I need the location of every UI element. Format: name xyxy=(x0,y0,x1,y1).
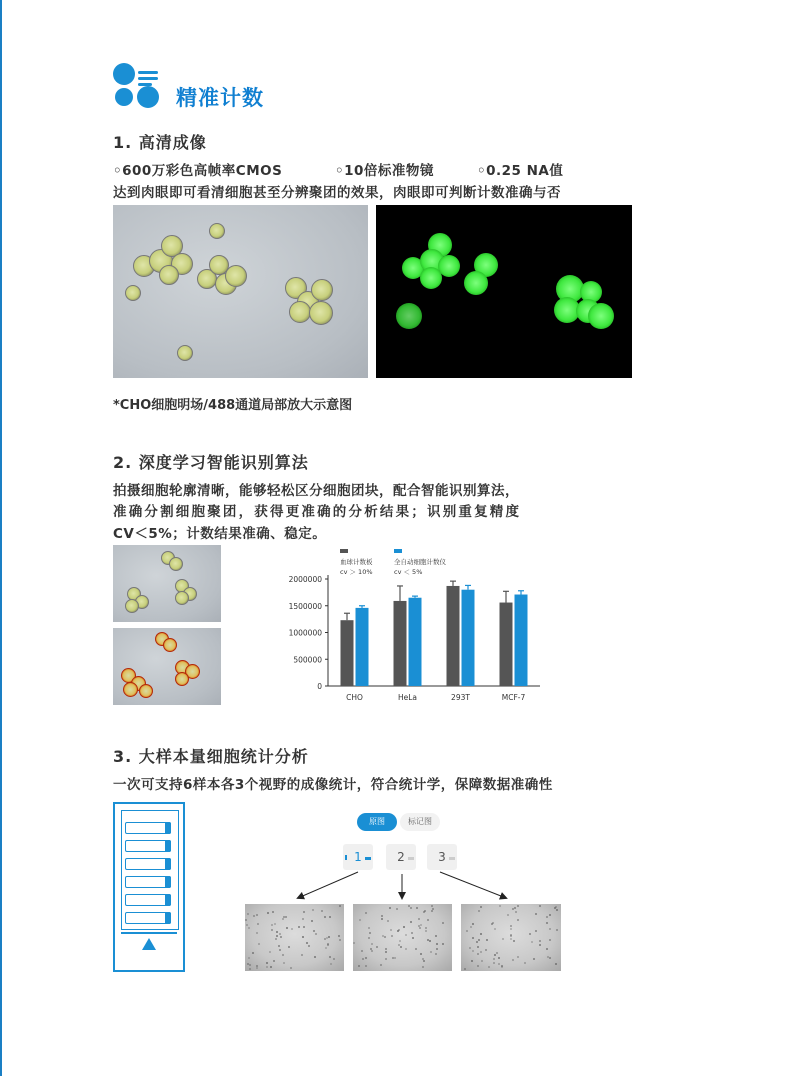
cell-dot xyxy=(256,965,258,967)
cell-dot xyxy=(271,929,273,931)
field-button-2[interactable] xyxy=(386,844,416,870)
y-tick-label: 500000 xyxy=(293,655,322,665)
cell-dot xyxy=(381,918,383,920)
cell-dot xyxy=(256,914,258,916)
x-tick-label: MCF-7 xyxy=(501,693,526,702)
cell-dot xyxy=(306,942,308,944)
sample-tray xyxy=(113,802,185,972)
legend-swatch xyxy=(394,549,402,553)
cell-dot xyxy=(330,963,332,965)
cell-dot xyxy=(464,968,466,970)
cell-dot xyxy=(326,937,328,939)
page-left-border xyxy=(0,0,2,1076)
legend-note: cv ＞ 10% xyxy=(340,568,373,576)
cell-dot xyxy=(391,935,393,937)
cell-dot xyxy=(272,911,274,913)
y-tick-label: 0 xyxy=(317,682,322,691)
cell-count-chart xyxy=(270,545,560,715)
legend-label: 血球计数板 xyxy=(340,558,373,566)
cell-dot xyxy=(256,932,258,934)
cell-dot xyxy=(432,908,434,910)
cell-dot xyxy=(312,909,314,911)
section1-description: 达到肉眼即可看清细胞甚至分辨聚团的效果，肉眼即可判断计数准确与否 xyxy=(113,185,561,201)
x-tick-label: HeLa xyxy=(397,693,418,702)
cell-dot xyxy=(470,926,472,928)
cell-dot xyxy=(507,914,509,916)
cell-dot xyxy=(325,947,327,949)
cell-dot xyxy=(477,965,479,967)
cell-dot xyxy=(339,905,341,907)
x-tick-label: 293T xyxy=(451,693,470,702)
cell-dot xyxy=(549,939,551,941)
cell-dot xyxy=(442,922,444,924)
cell-dot xyxy=(266,966,268,968)
cell-dot xyxy=(515,911,517,913)
cell-dot xyxy=(381,915,383,917)
cell-dot xyxy=(405,948,407,950)
cell-dot xyxy=(556,929,558,931)
field-label-2: 2 xyxy=(397,850,405,864)
cell-dot xyxy=(385,948,387,950)
cell-dot xyxy=(276,931,278,933)
cell-dot xyxy=(539,940,541,942)
field-button-1[interactable] xyxy=(343,844,373,870)
sample-tube[interactable] xyxy=(125,858,171,870)
cell-dot xyxy=(469,947,471,949)
image-caption: *CHO细胞明场/488通道局部放大示意图 xyxy=(113,398,353,413)
cell-dot xyxy=(380,964,382,966)
bar xyxy=(394,601,407,686)
legend-note: cv ＜ 5% xyxy=(394,568,423,576)
cell-dot xyxy=(256,967,258,969)
cell-dot xyxy=(549,928,551,930)
cell-dot xyxy=(274,923,276,925)
cell-dot xyxy=(535,913,537,915)
cell-dot xyxy=(411,932,413,934)
marked-image-toggle[interactable]: 标记图 xyxy=(400,813,440,831)
header-logo-icon xyxy=(112,62,162,110)
cell-dot xyxy=(481,960,483,962)
cell-dot xyxy=(425,930,427,932)
cell-dot xyxy=(324,916,326,918)
cell-dot xyxy=(472,923,474,925)
cell-dot xyxy=(333,958,335,960)
y-tick-label: 1000000 xyxy=(288,628,322,638)
cell-dot xyxy=(303,911,305,913)
cell-dot xyxy=(471,960,473,962)
cell-dot xyxy=(539,944,541,946)
cell-dot xyxy=(353,942,355,944)
cell-dot xyxy=(556,909,558,911)
cell-dot xyxy=(328,936,330,938)
cell-dot xyxy=(361,950,363,952)
cell-dot xyxy=(512,959,514,961)
segmented-cells-image xyxy=(113,628,221,705)
field-button-3[interactable] xyxy=(427,844,457,870)
cell-dot xyxy=(387,920,389,922)
cell-dot xyxy=(267,912,269,914)
cell-dot xyxy=(466,930,468,932)
cell-dot xyxy=(510,938,512,940)
cell-dot xyxy=(403,926,405,928)
sample-tube[interactable] xyxy=(125,876,171,888)
sample-tube[interactable] xyxy=(125,912,171,924)
cell-dot xyxy=(429,940,431,942)
cell-dot xyxy=(415,948,417,950)
cell-dot xyxy=(539,905,541,907)
cell-dot xyxy=(248,957,250,959)
cell-dot xyxy=(546,916,548,918)
cell-dot xyxy=(494,928,496,930)
cell-dot xyxy=(499,905,501,907)
cell-dot xyxy=(270,966,272,968)
cell-dot xyxy=(491,923,493,925)
original-image-toggle[interactable]: 原图 xyxy=(357,813,397,831)
cell-dot xyxy=(502,938,504,940)
cell-dot xyxy=(423,960,425,962)
cell-dot xyxy=(493,962,495,964)
section2-line-1: 拍摄细胞轮廓清晰，能够轻松区分细胞团块，配合智能识别算法， xyxy=(113,483,519,499)
cell-dot xyxy=(371,950,373,952)
cell-dot xyxy=(524,962,526,964)
cell-dot xyxy=(269,951,271,953)
cell-dot xyxy=(394,957,396,959)
cell-dot xyxy=(436,948,438,950)
field-image-2 xyxy=(353,904,452,971)
cell-dot xyxy=(472,950,474,952)
cell-dot xyxy=(396,908,398,910)
cell-dot xyxy=(517,919,519,921)
cell-dot xyxy=(412,937,414,939)
cell-dot xyxy=(425,927,427,929)
cell-dot xyxy=(371,943,373,945)
cell-dot xyxy=(549,957,551,959)
cell-dot xyxy=(311,920,313,922)
cell-dot xyxy=(253,915,255,917)
field-label-1: 1 xyxy=(354,850,362,864)
cell-dot xyxy=(420,953,422,955)
cell-dot xyxy=(431,905,433,907)
cell-dot xyxy=(283,962,285,964)
bar xyxy=(447,586,460,686)
cell-dot xyxy=(384,936,386,938)
cell-dot xyxy=(477,953,479,955)
cell-dot xyxy=(436,943,438,945)
cell-dot xyxy=(368,927,370,929)
cell-dot xyxy=(419,927,421,929)
cell-dot xyxy=(485,949,487,951)
cell-dot xyxy=(472,937,474,939)
cell-dot xyxy=(390,929,392,931)
cell-dot xyxy=(258,943,260,945)
y-tick-label: 1500000 xyxy=(288,601,322,611)
cell-dot xyxy=(288,946,290,948)
cell-dot xyxy=(422,966,424,968)
cell-dot xyxy=(249,968,251,970)
cell-dot xyxy=(513,940,515,942)
cell-dot xyxy=(416,907,418,909)
feature-cmos: ◦600万彩色高帧率CMOS xyxy=(113,163,283,179)
cell-dot xyxy=(248,927,250,929)
cell-dot xyxy=(314,956,316,958)
cell-dot xyxy=(517,956,519,958)
cell-dot xyxy=(496,952,498,954)
cell-dot xyxy=(488,966,490,968)
cell-dot xyxy=(266,962,268,964)
cell-dot xyxy=(514,907,516,909)
field-label-3: 3 xyxy=(438,850,446,864)
cell-dot xyxy=(555,906,557,908)
cell-dot xyxy=(321,910,323,912)
cell-dot xyxy=(418,918,420,920)
cell-dot xyxy=(398,929,400,931)
cell-dot xyxy=(315,933,317,935)
eject-triangle-icon[interactable] xyxy=(142,938,156,950)
cell-dot xyxy=(535,930,537,932)
cell-dot xyxy=(365,965,367,967)
cell-dot xyxy=(478,939,480,941)
cell-dot xyxy=(533,958,535,960)
cell-dot xyxy=(392,957,394,959)
field-image-1 xyxy=(245,904,344,971)
sample-tube[interactable] xyxy=(125,840,171,852)
cell-dot xyxy=(329,956,331,958)
cell-dot xyxy=(546,922,548,924)
cell-dot xyxy=(399,940,401,942)
cell-dot xyxy=(442,943,444,945)
cell-dot xyxy=(510,928,512,930)
cell-dot xyxy=(493,958,495,960)
cell-dot xyxy=(385,958,387,960)
y-tick-label: 2000000 xyxy=(288,575,322,584)
section2-line-2: 准确分割细胞聚团，获得更准确的分析结果；识别重复精度 xyxy=(113,504,522,520)
sample-tube[interactable] xyxy=(125,894,171,906)
cell-dot xyxy=(282,954,284,956)
section3-description: 一次可支持6样本各3个视野的成像统计，符合统计学，保障数据准确性 xyxy=(113,777,553,793)
cell-dot xyxy=(329,916,331,918)
cell-dot xyxy=(486,939,488,941)
page-title: 精准计数 xyxy=(176,86,264,110)
cell-dot xyxy=(327,944,329,946)
legend-label: 全自动细胞计数仪 xyxy=(394,558,446,566)
cell-dot xyxy=(280,936,282,938)
cell-dot xyxy=(385,951,387,953)
cell-dot xyxy=(410,921,412,923)
bar xyxy=(515,595,528,686)
cell-dot xyxy=(308,945,310,947)
bar xyxy=(462,590,475,686)
cell-dot xyxy=(286,927,288,929)
cell-dot xyxy=(252,952,254,954)
bar xyxy=(500,603,513,686)
cell-dot xyxy=(501,966,503,968)
cell-dot xyxy=(358,965,360,967)
cell-dot xyxy=(365,957,367,959)
cell-dot xyxy=(279,949,281,951)
cell-dot xyxy=(368,937,370,939)
cell-dot xyxy=(301,954,303,956)
feature-objective: ◦10倍标准物镜 xyxy=(335,163,434,179)
raw-cells-image xyxy=(113,545,221,622)
cell-dot xyxy=(498,957,500,959)
cell-dot xyxy=(477,946,479,948)
cell-dot xyxy=(435,953,437,955)
cell-dot xyxy=(547,956,549,958)
cell-dot xyxy=(298,926,300,928)
brightfield-image xyxy=(113,205,368,378)
cell-dot xyxy=(290,967,292,969)
cell-dot xyxy=(517,905,519,907)
cell-dot xyxy=(423,911,425,913)
cell-dot xyxy=(405,934,407,936)
cell-dot xyxy=(369,932,371,934)
cell-dot xyxy=(257,923,259,925)
cell-dot xyxy=(546,948,548,950)
cell-dot xyxy=(408,905,410,907)
cell-dot xyxy=(494,954,496,956)
cell-dot xyxy=(276,935,278,937)
cell-dot xyxy=(273,960,275,962)
cell-dot xyxy=(285,916,287,918)
cell-dot xyxy=(278,945,280,947)
cell-dot xyxy=(359,919,361,921)
cell-dot xyxy=(302,918,304,920)
cell-dot xyxy=(555,963,557,965)
cell-dot xyxy=(303,926,305,928)
cell-dot xyxy=(478,910,480,912)
cell-dot xyxy=(529,933,531,935)
cell-dot xyxy=(480,933,482,935)
cell-dot xyxy=(282,918,284,920)
cell-dot xyxy=(339,939,341,941)
field-image-3 xyxy=(461,904,561,971)
cell-dot xyxy=(245,919,247,921)
cell-dot xyxy=(271,924,273,926)
cell-dot xyxy=(435,935,437,937)
feature-na: ◦0.25 NA值 xyxy=(477,163,564,179)
cell-dot xyxy=(313,930,315,932)
field-arrows xyxy=(240,868,570,908)
cell-dot xyxy=(249,964,251,966)
cell-dot xyxy=(480,951,482,953)
sample-tube[interactable] xyxy=(125,822,171,834)
cell-dot xyxy=(389,907,391,909)
cell-dot xyxy=(302,936,304,938)
section2-line-3: CV＜5%；计数结果准确、稳定。 xyxy=(113,526,327,542)
bar xyxy=(356,608,369,686)
cell-dot xyxy=(531,941,533,943)
cell-dot xyxy=(246,924,248,926)
cell-dot xyxy=(338,935,340,937)
cell-dot xyxy=(275,938,277,940)
section3-heading: 3. 大样本量细胞统计分析 xyxy=(113,747,309,766)
bar xyxy=(341,620,354,686)
section2-heading: 2. 深度学习智能识别算法 xyxy=(113,453,309,472)
cell-dot xyxy=(362,958,364,960)
cell-dot xyxy=(498,963,500,965)
cell-dot xyxy=(291,928,293,930)
cell-dot xyxy=(427,919,429,921)
cell-dot xyxy=(510,925,512,927)
bar xyxy=(409,598,422,686)
cell-dot xyxy=(365,912,367,914)
section1-heading: 1. 高清成像 xyxy=(113,133,207,152)
cell-dot xyxy=(431,910,433,912)
cell-dot xyxy=(410,907,412,909)
legend-swatch xyxy=(340,549,348,553)
cell-dot xyxy=(400,946,402,948)
cell-dot xyxy=(247,913,249,915)
cell-dot xyxy=(476,941,478,943)
fluorescence-image xyxy=(376,205,632,378)
x-tick-label: CHO xyxy=(346,693,363,702)
cell-dot xyxy=(430,951,432,953)
cell-dot xyxy=(376,946,378,948)
cell-dot xyxy=(480,906,482,908)
cell-dot xyxy=(549,914,551,916)
